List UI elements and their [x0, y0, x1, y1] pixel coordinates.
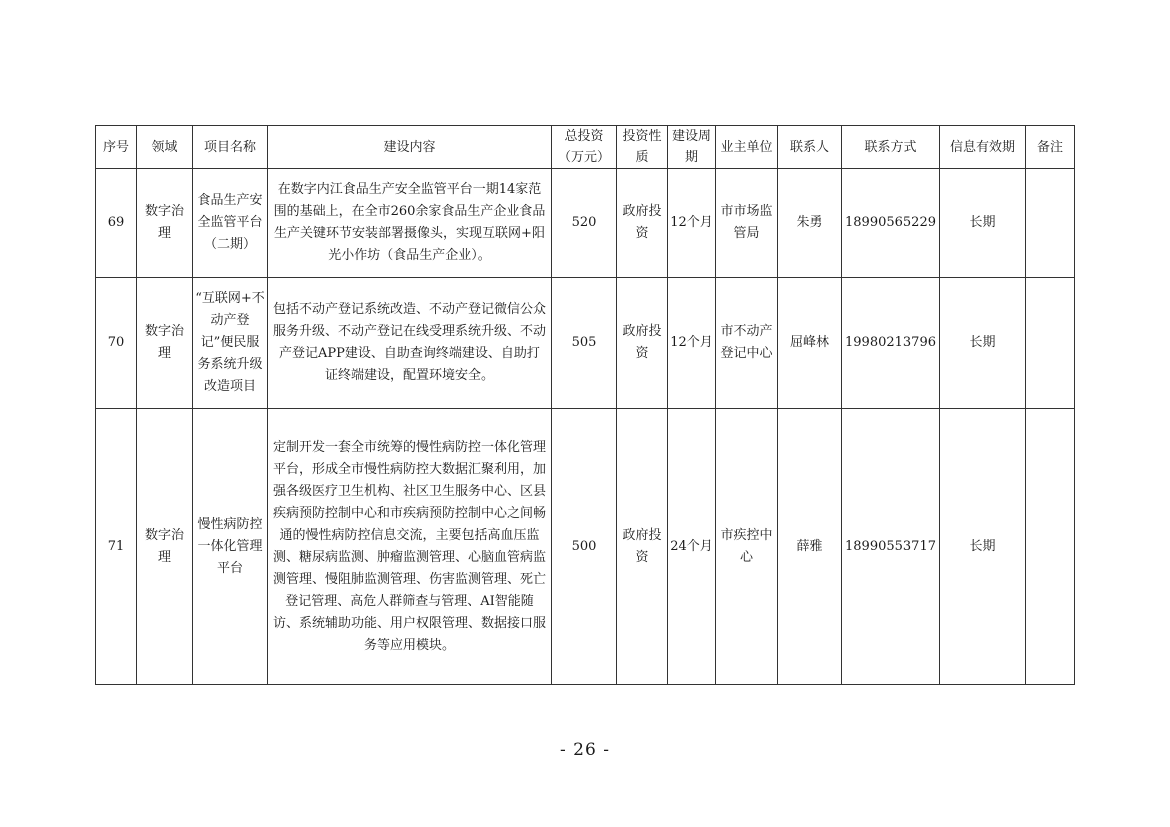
row-period: 24个月 — [668, 409, 716, 685]
row-domain: 数字治理 — [137, 409, 193, 685]
header-phone: 联系方式 — [842, 126, 940, 169]
header-period: 建设周期 — [668, 126, 716, 169]
page-number: - 26 - — [560, 740, 610, 760]
row-phone: 19980213796 — [842, 278, 940, 409]
header-owner: 业主单位 — [716, 126, 778, 169]
header-project-name: 项目名称 — [193, 126, 268, 169]
row-investment: 505 — [552, 278, 617, 409]
row-owner: 市疾控中心 — [716, 409, 778, 685]
row-nature: 政府投资 — [617, 278, 668, 409]
row-contact: 屈峰林 — [778, 278, 842, 409]
row-owner: 市不动产登记中心 — [716, 278, 778, 409]
header-no: 序号 — [96, 126, 137, 169]
table-row — [96, 278, 1075, 409]
header-contact: 联系人 — [778, 126, 842, 169]
row-validity: 长期 — [940, 169, 1026, 278]
row-nature: 政府投资 — [617, 409, 668, 685]
header-content: 建设内容 — [268, 126, 552, 169]
row-validity: 长期 — [940, 278, 1026, 409]
row-investment: 520 — [552, 169, 617, 278]
row-remark — [1026, 169, 1075, 278]
header-domain: 领域 — [137, 126, 193, 169]
table-row — [96, 169, 1075, 278]
row-phone: 18990565229 — [842, 169, 940, 278]
row-content: 包括不动产登记系统改造、不动产登记微信公众服务升级、不动产登记在线受理系统升级、不动产登记APP建设、自助查询终端建设、自助打证终端建设，配置环境安全。 — [268, 278, 552, 409]
row-content: 定制开发一套全市统筹的慢性病防控一体化管理平台，形成全市慢性病防控大数据汇聚利用，加强各级医疗卫生机构、社区卫生服务中心、区县疾病预防控制中心和市疾病预防控制中心之间畅通的慢性病防控信息交流，主要包括高血压监测、糖尿病监测、肿瘤监测管理、心脑血管病监测管理、慢阻肺监测管理、伤害监测管理、死亡登记管理、高危人群筛查与管理、AI智能随访、系统辅助功能、用户权限管理、数据接口服务等应用模块。 — [268, 409, 552, 685]
row-contact: 朱勇 — [778, 169, 842, 278]
project-table — [95, 125, 1075, 685]
row-domain: 数字治理 — [137, 278, 193, 409]
row-content: 在数字内江食品生产安全监管平台一期14家范围的基础上，在全市260余家食品生产企业食品生产关键环节安装部署摄像头，实现互联网+阳光小作坊（食品生产企业）。 — [268, 169, 552, 278]
header-validity: 信息有效期 — [940, 126, 1026, 169]
row-owner: 市市场监管局 — [716, 169, 778, 278]
row-investment: 500 — [552, 409, 617, 685]
row-no: 70 — [96, 278, 137, 409]
row-period: 12个月 — [668, 169, 716, 278]
row-remark — [1026, 409, 1075, 685]
row-no: 69 — [96, 169, 137, 278]
header-nature: 投资性质 — [617, 126, 668, 169]
row-project-name: 食品生产安全监管平台（二期） — [193, 169, 268, 278]
row-domain: 数字治理 — [137, 169, 193, 278]
header-remark: 备注 — [1026, 126, 1075, 169]
table-row — [96, 409, 1075, 685]
row-nature: 政府投资 — [617, 169, 668, 278]
row-phone: 18990553717 — [842, 409, 940, 685]
row-remark — [1026, 278, 1075, 409]
row-contact: 薛雅 — [778, 409, 842, 685]
row-project-name: 慢性病防控一体化管理平台 — [193, 409, 268, 685]
row-project-name: “互联网+不动产登记”便民服务系统升级改造项目 — [193, 278, 268, 409]
row-validity: 长期 — [940, 409, 1026, 685]
header-investment: 总投资（万元） — [552, 126, 617, 169]
row-no: 71 — [96, 409, 137, 685]
table-header-row — [96, 126, 1075, 169]
row-period: 12个月 — [668, 278, 716, 409]
